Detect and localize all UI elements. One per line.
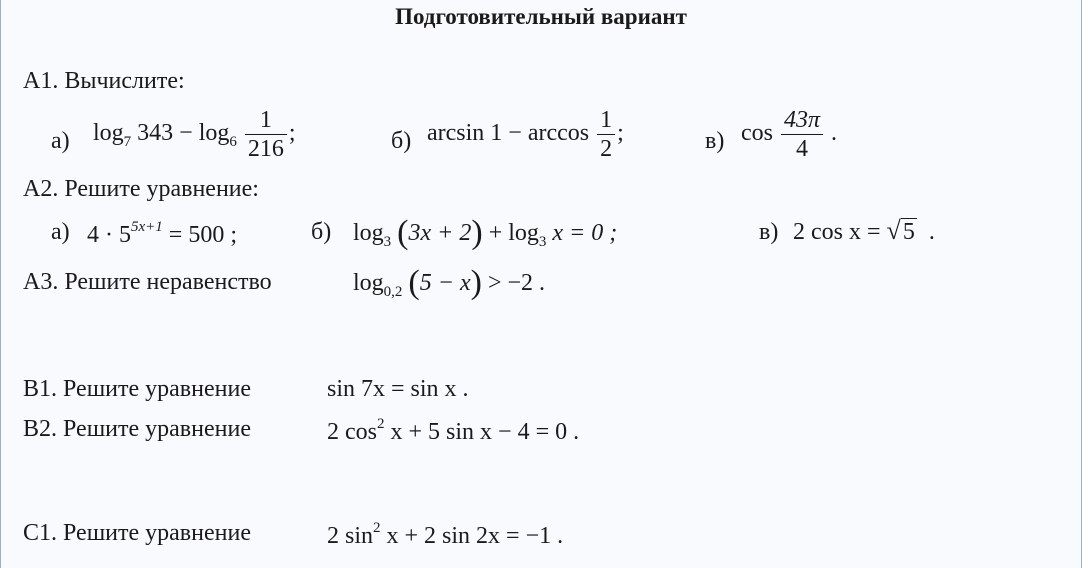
a2-b-label: б) [311, 219, 332, 245]
a2-v-rad: 5 [902, 219, 915, 245]
a2-b-inner: 3x + 2 [408, 220, 472, 246]
c1-expression [327, 520, 563, 550]
a1-a-log: log [93, 120, 124, 147]
a1-a-num: 1 [259, 107, 272, 133]
b2-exp: 2 [377, 416, 385, 432]
a1-heading: А1. Вычислите: [23, 68, 185, 94]
b2-pre: 2 cos [327, 419, 377, 445]
a2-a-expression [87, 219, 237, 249]
a1-v-label: в) [705, 128, 725, 154]
a1-b-expression [427, 106, 624, 163]
a1-a-arg: 343 − log [137, 120, 230, 147]
c1-post: x + 2 sin 2x = −1 . [386, 523, 564, 549]
a1-v-den: 4 [796, 136, 809, 163]
a1-a-den: 216 [247, 136, 284, 163]
b2-post: x + 5 sin x − 4 = 0 . [390, 419, 580, 445]
a2-a-exp: 5x+1 [131, 219, 163, 235]
a2-a-label: а) [51, 219, 70, 245]
a2-b-plus: + log [488, 220, 539, 246]
b2-heading: В2. Решите уравнение [23, 416, 251, 442]
a1-b-label: б) [391, 128, 412, 154]
a1-a-end: ; [288, 120, 296, 147]
a2-v-end: . [928, 219, 935, 245]
b1-expression: sin 7x = sin x . [327, 376, 469, 402]
a1-a-fraction [245, 106, 287, 163]
c1-pre: 2 sin [327, 523, 374, 549]
a2-heading: А2. Решите уравнение: [23, 176, 259, 202]
a3-heading: А3. Решите неравенство [23, 269, 272, 295]
a1-a-label: а) [51, 128, 70, 154]
a1-b-fraction [597, 106, 615, 163]
page-title: Подготовительный вариант [395, 4, 687, 29]
a1-a-expression [93, 106, 296, 163]
a1-v-num: 43π [784, 107, 821, 133]
a3-base: 0,2 [383, 284, 403, 300]
a3-rest: > −2 . [487, 270, 546, 296]
a2-b-rest: x = 0 ; [552, 220, 618, 246]
a2-b-base2: 3 [538, 234, 547, 250]
a3-inner: 5 − x [419, 270, 471, 296]
a1-v-expression [741, 106, 837, 163]
c1-exp: 2 [373, 520, 381, 536]
a1-v-end: . [831, 120, 838, 147]
a2-b-expression: $\log_3 (3x + 2) + \log_3 x = 0$ ; [353, 214, 618, 251]
a1-v-fn: cos [741, 120, 773, 147]
b2-expression [327, 416, 579, 446]
a2-v-label: в) [759, 219, 779, 245]
a2-b-log: log [353, 220, 384, 246]
a2-v-radical: √5 [886, 216, 915, 245]
a2-v-expression [793, 216, 935, 246]
a1-b-end: ; [617, 120, 624, 147]
a2-v-lhs: 2 cos x = [793, 219, 881, 245]
b1-heading: В1. Решите уравнение [23, 376, 251, 402]
a1-v-fraction [781, 106, 823, 163]
a3-log: log [353, 270, 384, 296]
c1-heading: С1. Решите уравнение [23, 520, 251, 546]
a1-b-expr: arcsin 1 − arccos [427, 120, 590, 147]
a1-a-base1: 7 [123, 134, 132, 151]
a1-b-den: 2 [600, 136, 613, 163]
a2-b-base: 3 [383, 234, 392, 250]
a2-a-base: 4 · 5 [87, 222, 131, 248]
a3-expression: $\log_{0,2} (5 - x) > -2$ . [353, 264, 546, 301]
a1-b-num: 1 [600, 107, 613, 133]
a2-a-rest: = 500 ; [168, 222, 237, 248]
a1-a-base2: 6 [229, 134, 237, 151]
